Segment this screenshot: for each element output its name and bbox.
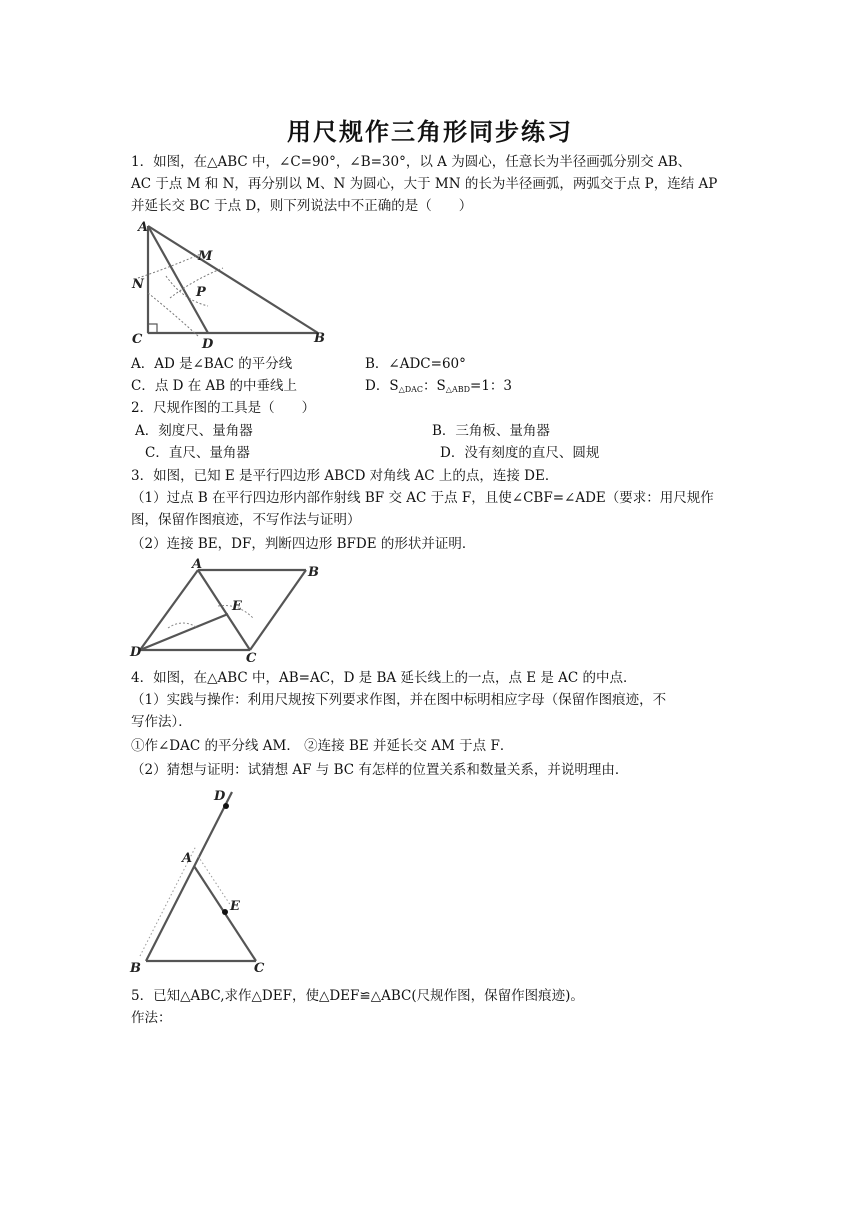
q1-label-m: M xyxy=(198,249,213,264)
q4-label-c: C xyxy=(254,961,265,976)
q1-label-b: B xyxy=(314,331,325,346)
q1-label-d: D xyxy=(202,337,214,352)
q1-stem-line-1: 1．如图，在△ABC 中，∠C=90°，∠B=30°，以 A 为圆心，任意长为半径画弧分别交 AB、 xyxy=(131,154,692,170)
q3-label-e: E xyxy=(232,599,242,614)
q3-label-d: D xyxy=(130,645,142,660)
q4-stem-line-3: 写作法）． xyxy=(131,714,192,730)
q1-option-d: D．$S_{\triangle DAC}$：$S_{\triangle ABD}=1$：3 xyxy=(365,378,513,394)
q1-label-n: N xyxy=(132,277,144,292)
q1-option-c: C．点 D 在 AB 的中垂线上 xyxy=(131,378,297,394)
q4-label-b: B xyxy=(130,961,141,976)
q2-option-d: D．没有刻度的直尺、圆规 xyxy=(440,445,600,461)
q3-stem-line-4: （2）连接 BE，DF，判断四边形 BFDE 的形状并证明． xyxy=(131,536,476,552)
q2-stem: 2．尺规作图的工具是（ ） xyxy=(131,400,316,416)
q3-stem-line-1: 3．如图，已知 E 是平行四边形 ABCD 对角线 AC 上的点，连接 DE． xyxy=(131,468,559,484)
q4-stem-line-4: ①作∠DAC 的平分线 AM． ②连接 BE 并延长交 AM 于点 F． xyxy=(131,738,514,754)
q5-stem: 5．已知△ABC,求作△DEF，使△DEF≌△ABC(尺规作图，保留作图痕迹)。 xyxy=(131,988,584,1004)
page-title: 用尺规作三角形同步练习 xyxy=(287,117,573,146)
q5-method-label: 作法： xyxy=(131,1010,172,1026)
q1-label-p: P xyxy=(196,285,206,300)
q4-stem-line-2: （1）实践与操作：利用尺规按下列要求作图，并在图中标明相应字母（保留作图痕迹，不 xyxy=(131,692,667,708)
q3-label-b: B xyxy=(308,565,319,580)
q1-option-b: B．∠ADC=60° xyxy=(365,356,466,372)
q2-option-c: C．直尺、量角器 xyxy=(145,445,250,461)
q4-stem-line-5: （2）猜想与证明：试猜想 AF 与 BC 有怎样的位置关系和数量关系，并说明理由． xyxy=(131,762,629,778)
q2-option-b: B．三角板、量角器 xyxy=(432,423,550,439)
q1-stem-line-3: 并延长交 BC 于点 D，则下列说法中不正确的是（ ） xyxy=(131,198,473,214)
q4-label-e: E xyxy=(230,899,240,914)
q3-figure xyxy=(128,558,328,666)
q1-label-a: A xyxy=(138,220,149,235)
q4-label-a: A xyxy=(182,851,193,866)
q3-label-a: A xyxy=(192,557,203,572)
q1-stem-line-2: AC 于点 M 和 N，再分别以 M、N 为圆心，大于 MN 的长为半径画弧，两弧交于点 P，连结 AP xyxy=(131,176,718,192)
q1-figure xyxy=(128,218,338,350)
q3-stem-line-3: 图，保留作图痕迹，不写作法与证明） xyxy=(131,512,361,528)
q1-label-c: C xyxy=(132,332,143,347)
q3-label-c: C xyxy=(246,651,257,666)
q2-option-a: A．刻度尺、量角器 xyxy=(135,423,253,439)
q4-label-d: D xyxy=(214,789,226,804)
q4-stem-line-1: 4．如图，在△ABC 中，AB=AC，D 是 BA 延长线上的一点，点 E 是 AC 的中点． xyxy=(131,670,637,686)
q4-figure xyxy=(126,786,276,976)
q1-option-a: A．AD 是∠BAC 的平分线 xyxy=(131,356,293,372)
q3-stem-line-2: （1）过点 B 在平行四边形内部作射线 BF 交 AC 于点 F，且使∠CBF=∠ADE（要求：用尺规作 xyxy=(131,490,714,506)
